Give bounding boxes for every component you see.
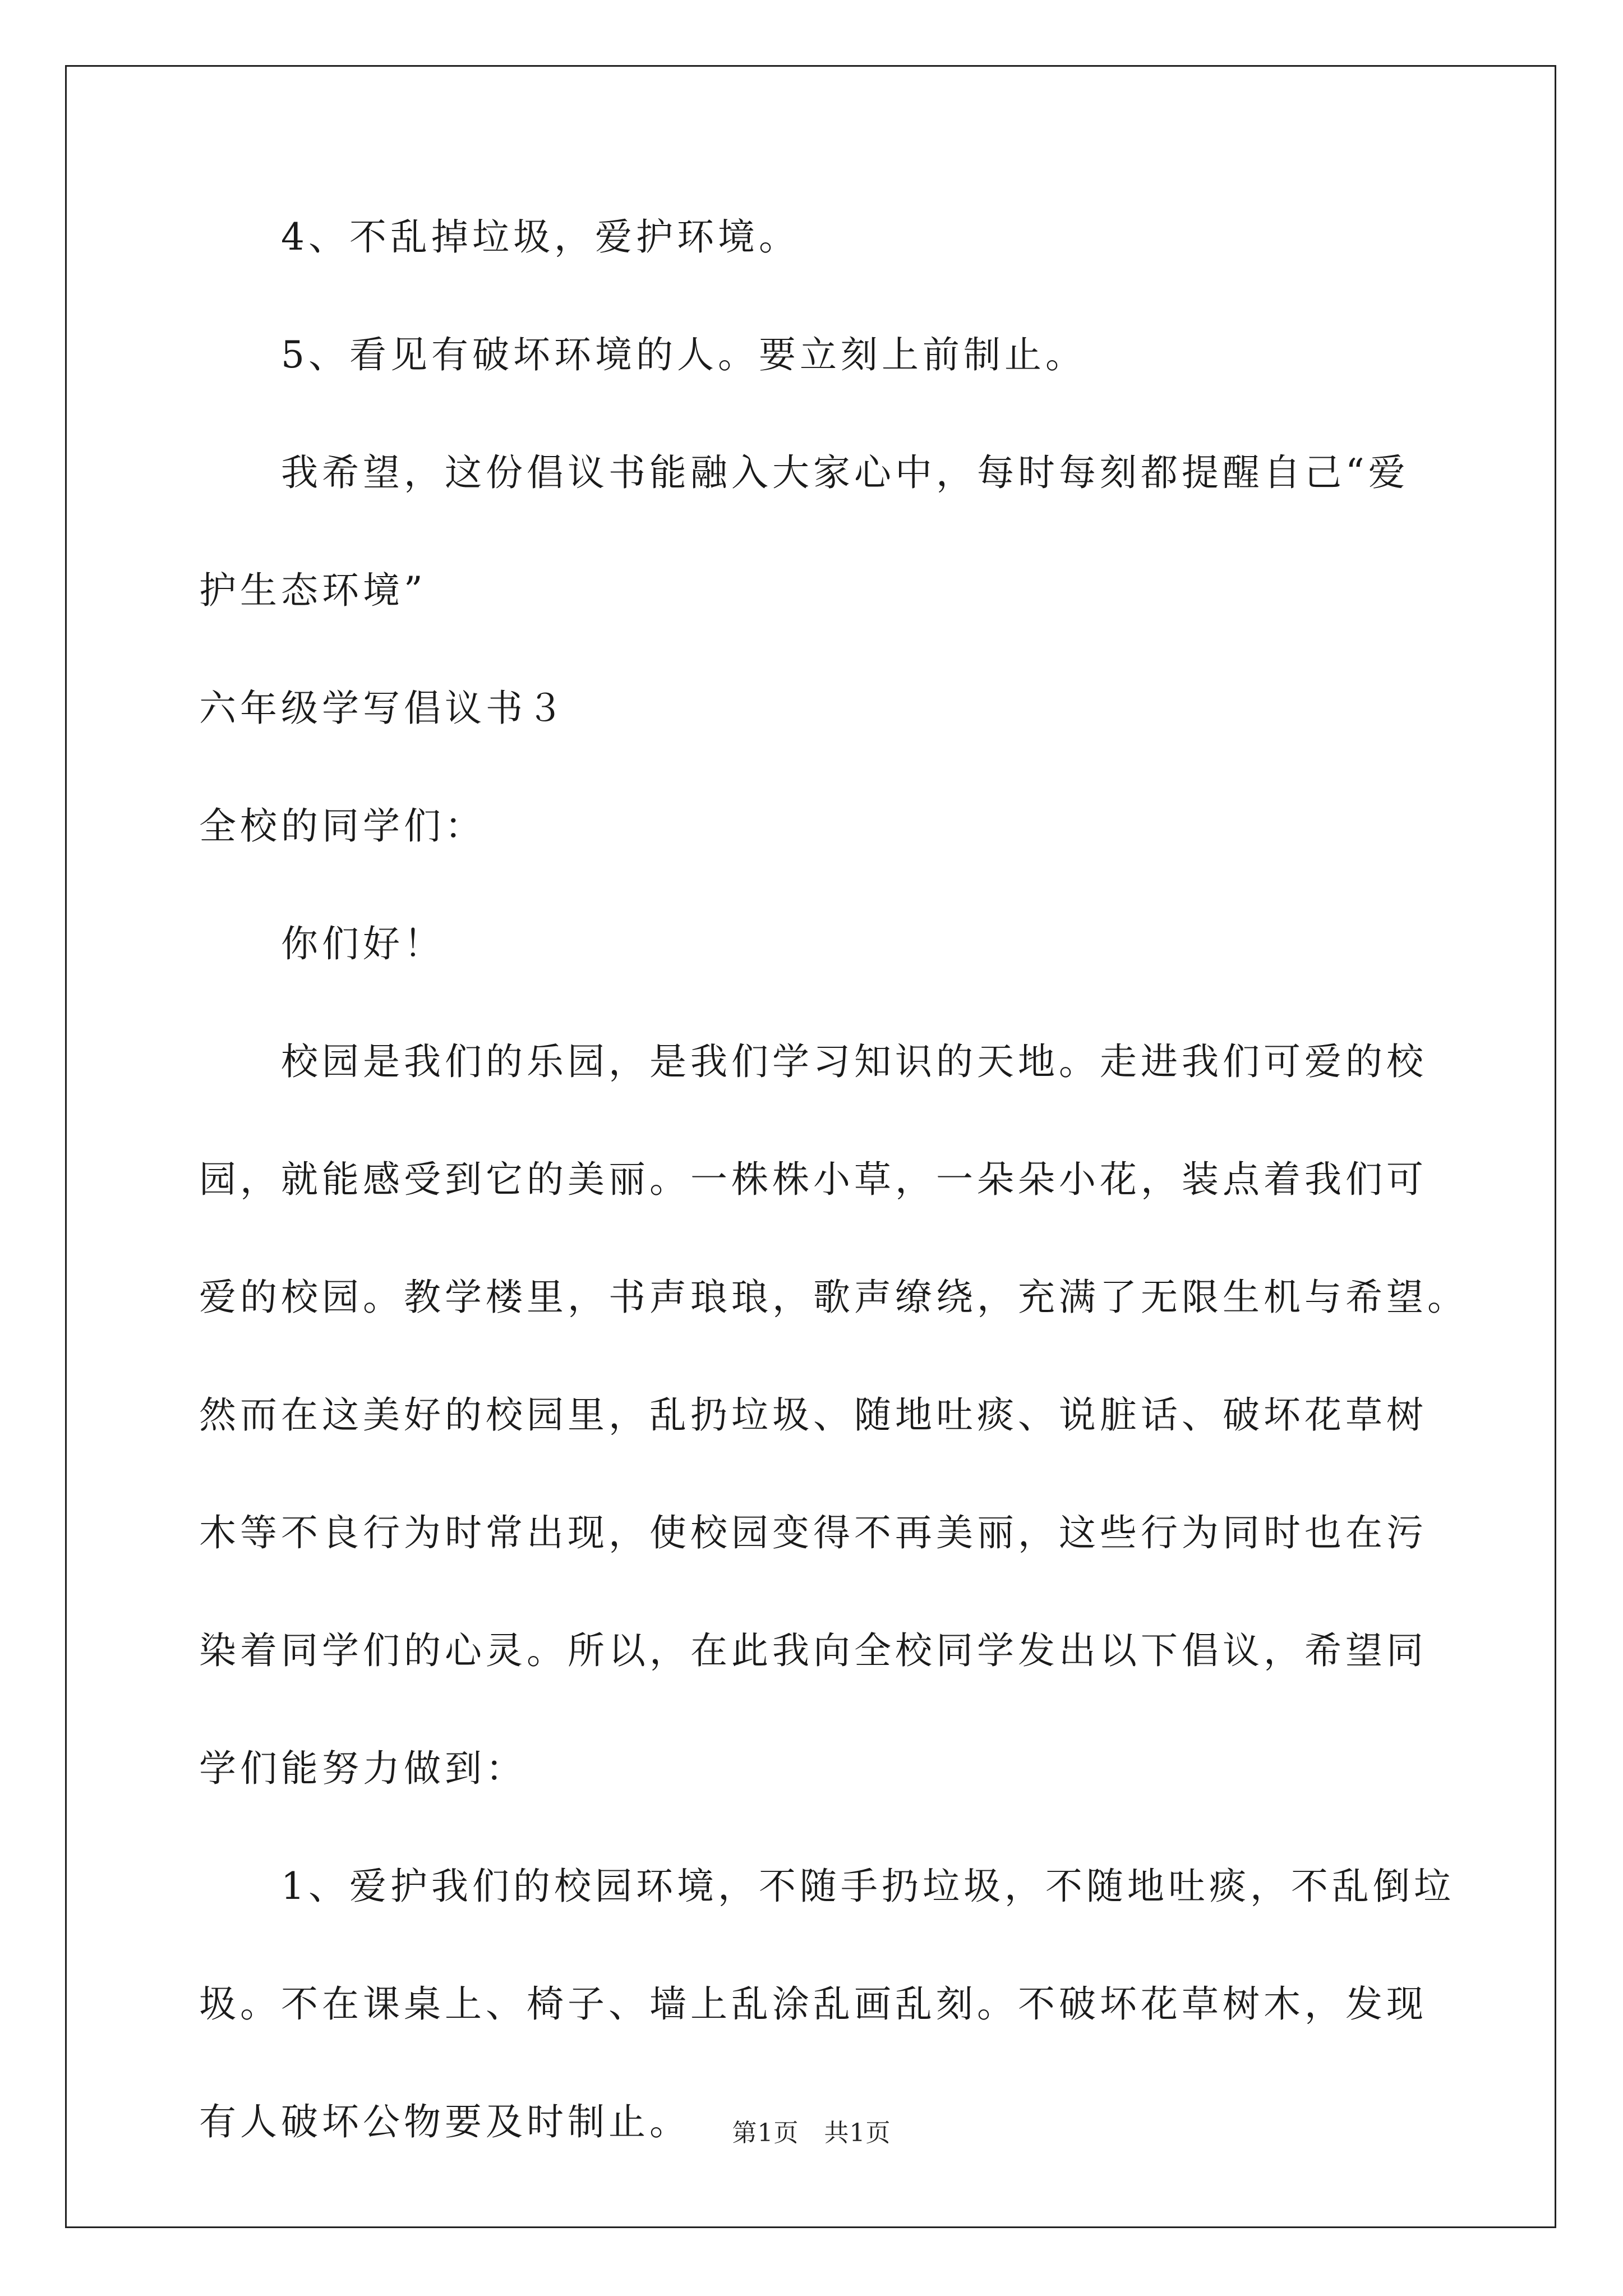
paragraph-line: 5、看见有破坏环境的人。要立刻上前制止。 [281, 333, 1086, 376]
section-heading: 六年级学写倡议书３ [199, 687, 568, 730]
paragraph-line: 园，就能感受到它的美丽。一株株小草，一朵朵小花，装点着我们可 [199, 1158, 1427, 1201]
paragraph-line: 木等不良行为时常出现，使校园变得不再美丽，这些行为同时也在污 [199, 1511, 1427, 1554]
page-footer: 第1页 共1页 [732, 2119, 891, 2147]
paragraph-line: 学们能努力做到： [199, 1747, 527, 1790]
paragraph-line: 染着同学们的心灵。所以，在此我向全校同学发出以下倡议，希望同 [199, 1629, 1427, 1672]
paragraph-line: 护生态环境” [199, 569, 427, 612]
salutation: 全校的同学们： [199, 804, 486, 848]
paragraph-line: 爱的校园。教学楼里，书声琅琅，歌声缭绕，充满了无限生机与希望。 [199, 1276, 1468, 1319]
paragraph-line: 然而在这美好的校园里，乱扔垃圾、随地吐痰、说脏话、破坏花草树 [199, 1393, 1427, 1437]
paragraph-line: 我希望，这份倡议书能融入大家心中，每时每刻都提醒自己“爱 [281, 451, 1409, 494]
paragraph-line: 有人破坏公物要及时制止。 [199, 2100, 690, 2143]
document-body [199, 215, 1468, 2143]
greeting: 你们好！ [281, 922, 445, 965]
paragraph-line: 4、不乱掉垃圾，爱护环境。 [281, 215, 800, 259]
paragraph-line: 1、爱护我们的校园环境，不随手扔垃圾，不随地吐痰，不乱倒垃 [281, 1865, 1455, 1908]
paragraph-line: 校园是我们的乐园，是我们学习知识的天地。走进我们可爱的校 [281, 1040, 1427, 1083]
paragraph-line: 圾。不在课桌上、椅子、墙上乱涂乱画乱刻。不破坏花草树木，发现 [199, 1982, 1427, 2026]
